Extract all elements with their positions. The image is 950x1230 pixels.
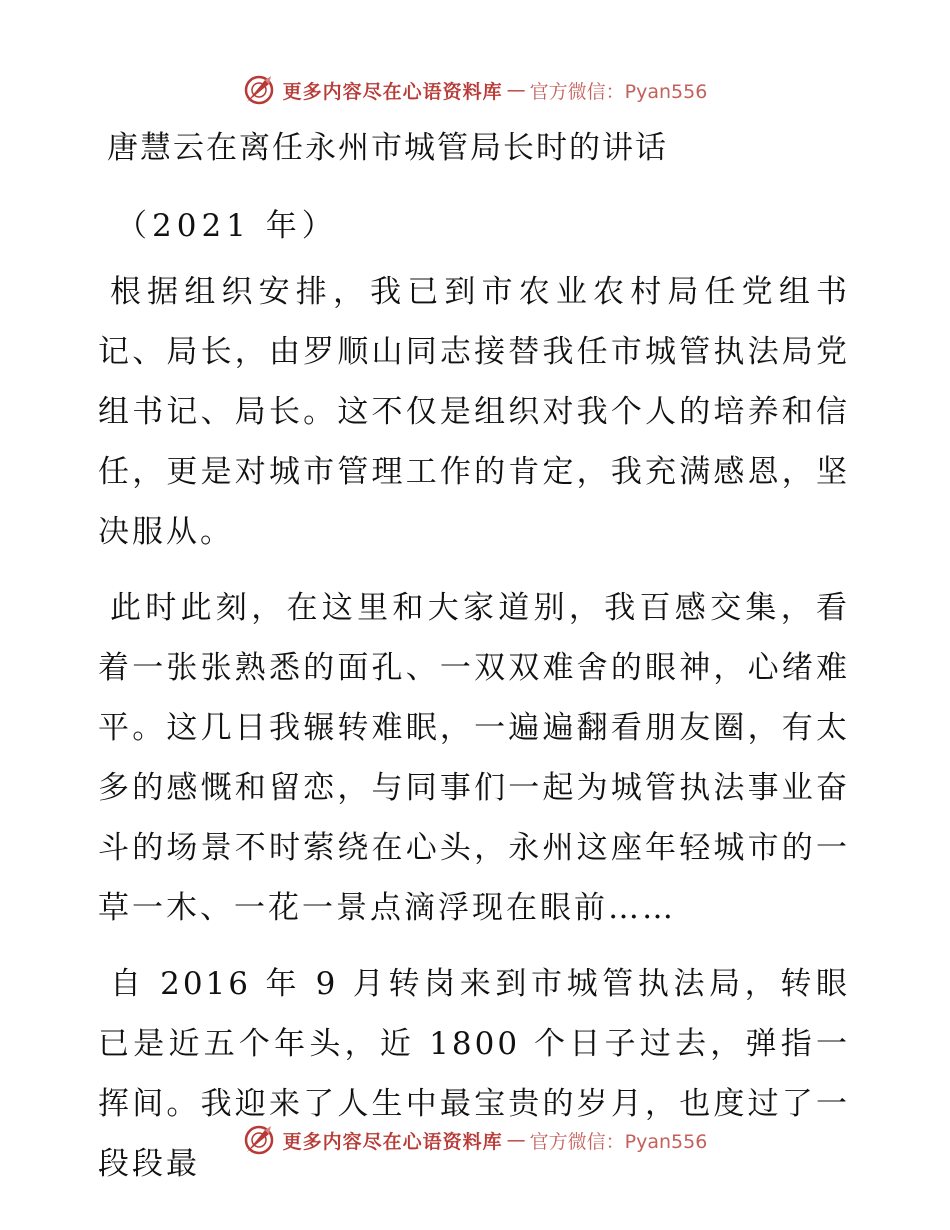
paragraph-1: 根据组织安排，我已到市农业农村局任党组书记、局长，由罗顺山同志接替我任市城管执法局党组书记、局长。这不仅是组织对我个人的培养和信任，更是对城市管理工作的肯定，我充满感恩，坚决服从。 (98, 274, 850, 550)
document-title: 唐慧云在离任永州市城管局长时的讲话 (107, 130, 668, 166)
banner-text: 更多内容尽在心语资料库 (282, 80, 503, 103)
banner-text: 更多内容尽在心语资料库 (282, 1130, 503, 1153)
banner-wechat: 官方微信：Pyan556 (529, 1130, 708, 1153)
footer-watermark-banner (0, 1120, 950, 1160)
header-watermark-banner (0, 70, 950, 110)
document-body (98, 262, 850, 1210)
banner-wechat: 官方微信：Pyan556 (529, 80, 708, 103)
quill-pen-logo-icon (243, 74, 275, 106)
quill-pen-logo-icon (243, 1124, 275, 1156)
paragraph-2: 此时此刻，在这里和大家道别，我百感交集，看着一张张熟悉的面孔、一双双难舍的眼神，心绪难平。这几日我辗转难眠，一遍遍翻看朋友圈，有太多的感慨和留恋，与同事们一起为城管执法事业奋斗的场景不时萦绕在心头，永州这座年轻城市的一草一木、一花一景点滴浮现在眼前…… (98, 590, 850, 926)
paragraph-3: 自 2016 年 9 月转岗来到市城管执法局，转眼已是近五个年头，近 1800 个日子过去，弹指一挥间。我迎来了人生中最宝贵的岁月，也度过了一段段最 (98, 966, 850, 1182)
banner-separator: — (506, 79, 526, 101)
document-year: （2021 年） (116, 208, 338, 244)
banner-separator: — (506, 1129, 526, 1151)
